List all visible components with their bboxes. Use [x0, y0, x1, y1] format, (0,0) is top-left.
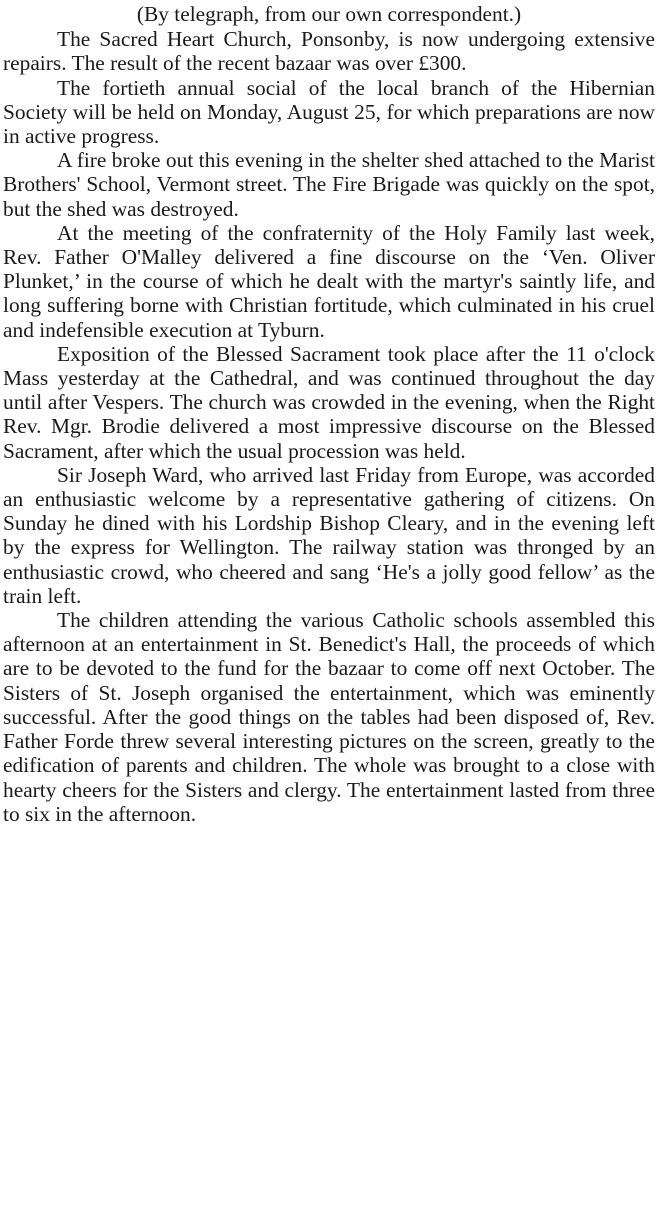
paragraph-blessed-sacrament-exposition: Exposition of the Blessed Sacrament took place after the 11 o'clock Mass yesterday at the Cathedral, and was continued throughout the day until after Vespers. The church was crowded in the evening, when the Right Rev. Mgr. Brodie delivered a most impressive discourse on the Blessed Sacrament, after which the usual procession was held. [3, 341, 655, 463]
paragraph-holy-family-confraternity: At the meeting of the confraternity of the Holy Family last week, Rev. Father O'Malley delivered a fine discourse on the ‘Ven. Oliver Plunket,’ in the course of which he dealt with the martyr's saintly life, and long suffering borne with Christian fortitude, which culminated in his cruel and indefensible execution at Tyburn. [3, 220, 655, 342]
paragraph-sir-joseph-ward: Sir Joseph Ward, who arrived last Friday from Europe, was accorded an enthusiastic welcome by a representative gathering of citizens. On Sunday he dined with his Lordship Bishop Cleary, and in the evening left by the express for Wellington. The railway station was thronged by an enthusiastic crowd, who cheered and sang ‘He's a jolly good fellow’ as the train left. [3, 462, 655, 608]
paragraph-catholic-schools-entertainment: The children attending the various Catholic schools assembled this afternoon at an entertainment in St. Benedict's Hall, the proceeds of which are to be devoted to the fund for the bazaar to come off next October. The Sisters of St. Joseph organised the entertainment, which was eminently successful. After the good things on the tables had been disposed of, Rev. Father Forde threw several interesting pictures on the screen, greatly to the edification of parents and children. The whole was brought to a close with hearty cheers for the Sisters and clergy. The entertainment lasted from three to six in the afternoon. [3, 608, 655, 826]
paragraph-hibernian-social: The fortieth annual social of the local branch of the Hibernian Society will be held on Monday, August 25, for which preparations are now in active progress. [3, 75, 655, 149]
paragraph-sacred-heart-repairs: The Sacred Heart Church, Ponsonby, is now undergoing extensive repairs. The result of the recent bazaar was over £300. [3, 27, 655, 76]
paragraph-fire-shelter-shed: A fire broke out this evening in the shelter shed attached to the Marist Brothers' School, Vermont street. The Fire Brigade was quickly on the spot, but the shed was destroyed. [3, 148, 655, 221]
dateline: (By telegraph, from our own correspondent.) [136, 2, 522, 26]
